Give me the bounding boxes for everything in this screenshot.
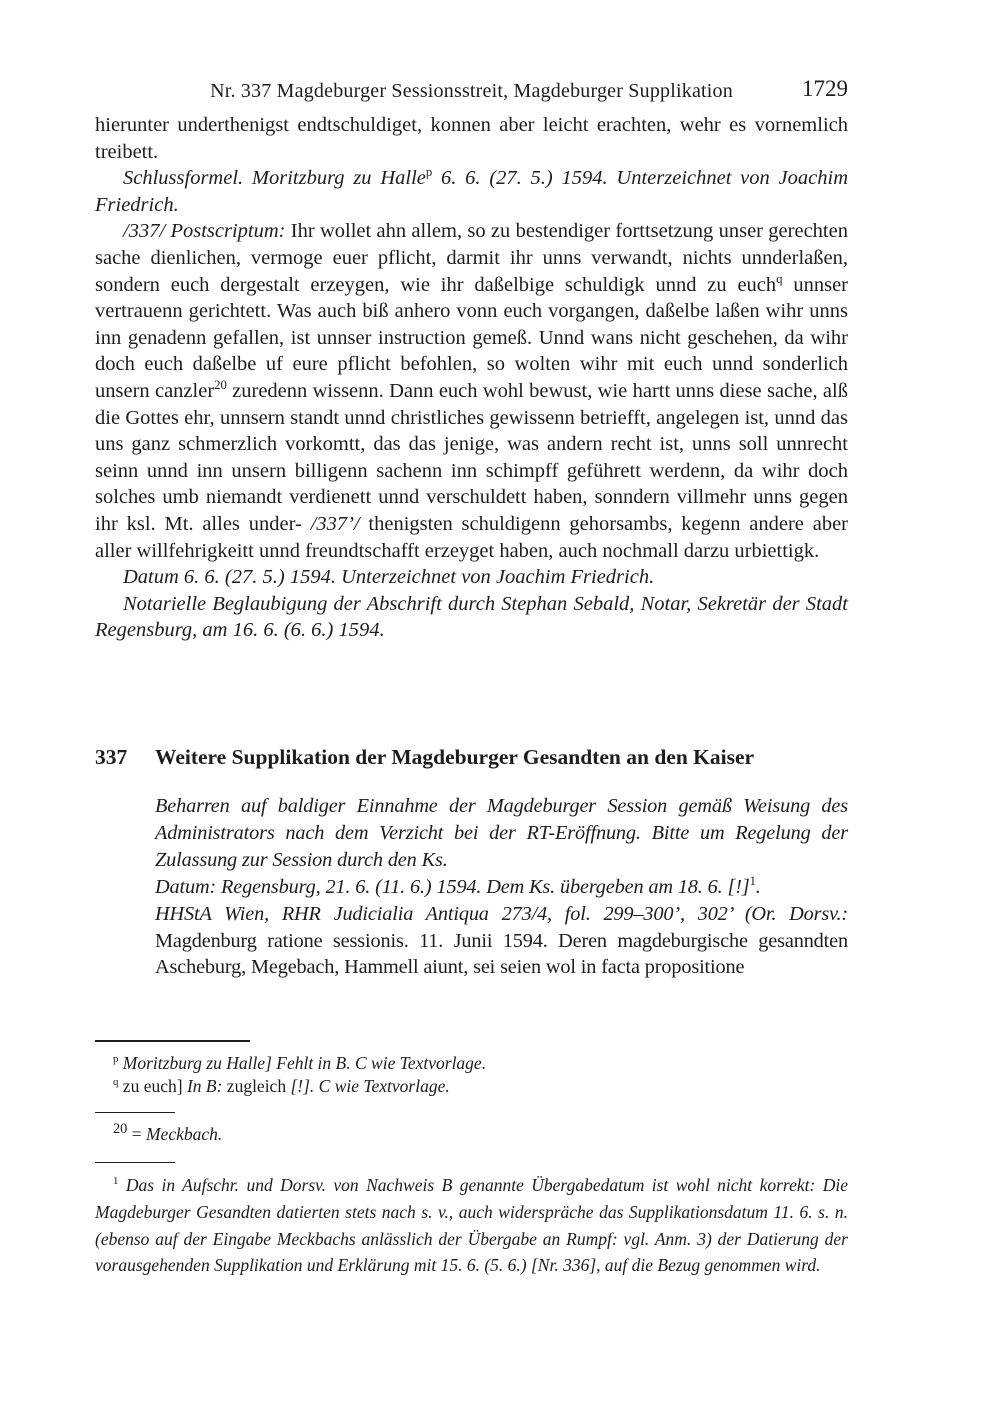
text-segment: unnser vertrauenn gerichtett. Was auch biß anhero vonn euch vorgangen, daßelbe laßen wihr unns inn genadenn gefallen, ist unnser instruction gemeß. Unnd wans nicht geschehen, da wihr doch euch daßelbe uf eure pflicht befohlen, so wolten wihr mit euch unnd sonderlich unsern canzler	[95, 273, 848, 402]
text-segment: In B:	[186, 1076, 223, 1096]
text-segment: /337/ Postscriptum:	[123, 220, 286, 243]
footnote-mark: 1	[113, 1175, 119, 1188]
paragraph-continuation	[95, 112, 848, 165]
text-segment: /337’/	[310, 512, 360, 535]
entry-337	[95, 744, 848, 981]
running-head: Nr. 337 Magdeburger Sessionsstreit, Magdeburger Supplikation	[210, 80, 733, 102]
variant-note-p	[95, 1052, 848, 1076]
text-segment: Datum: Regensburg, 21. 6. (11. 6.) 1594. Dem Ks. übergeben am 18. 6. [!]	[155, 875, 750, 898]
paragraph-postscriptum	[95, 218, 848, 564]
footnote-mark: q	[113, 1076, 119, 1089]
variant-note-q	[95, 1075, 848, 1099]
commentary-notes-separator-rule	[95, 1162, 175, 1164]
text-segment: HHStA Wien, RHR Judicialia Antiqua 273/4, fol. 299–300’, 302’ (Or. Dorsv.:	[155, 902, 848, 925]
commentary-note-1	[95, 1172, 848, 1279]
text-segment: zugleich	[222, 1076, 291, 1096]
entry-datum	[155, 874, 848, 901]
text-segment: hierunter underthenigst endtschuldiget, konnen aber leicht erachten, wehr es vornemlich treibett.	[95, 114, 848, 163]
variant-notes-separator-rule	[95, 1040, 250, 1042]
text-segment: Das in Aufschr. und Dorsv. von Nachweis B genannte Übergabedatum ist wohl nicht korrekt: Die Magdeburger Gesandten datierten stets nach s. v., auch widerspräche das Supplikationsdatum 11. 6. s. n. (ebenso auf der Eingabe Meckbachs anlässlich der Übergabe an Rumpf: vgl. Anm. 3) der Datierung der vorausgehenden Supplikation und Erklärung mit 15. 6. (5. 6.) [Nr. 336], auf die Bezug genommen wird.	[95, 1175, 848, 1276]
text-segment: Magdenburg ratione sessionis. 11. Junii 1594. Deren magdeburgische gesanndten Ascheburg, Megebach, Hammell aiunt, sei seien wol in facta propositione	[155, 929, 848, 979]
text-segment: =	[127, 1124, 146, 1144]
paragraph-beglaubigung	[95, 591, 848, 644]
footnote-mark: 1	[749, 873, 756, 888]
entry-number: 337	[95, 745, 128, 769]
main-text	[95, 112, 848, 644]
entry-title: Weitere Supplikation der Magdeburger Gesandten an den Kaiser	[155, 745, 755, 769]
entry-regest	[155, 793, 848, 874]
text-segment: .	[755, 875, 761, 898]
text-segment: [!]. C wie Textvorlage.	[290, 1076, 450, 1096]
text-segment: zuredenn wissenn. Dann euch wohl bewust, wie hartt unns diese sache, alß die Gottes ehr, unnsern standt unnd christliches gewissenn betriefft, angelegen ist, unnd das uns ganz schmerzlich vorkomtt, das das jenige, was andern recht ist, unns soll unnrecht seinn unnd inn unsern billigenn sachenn inn schimpff geführett werdenn, da wihr doch solches umb niemandt verdienett unnd verschuldett haben, sonndern villmehr unns gegen ihr ksl. Mt. alles under-	[95, 379, 848, 535]
text-note-20	[95, 1123, 848, 1147]
footnote-mark: p	[113, 1052, 119, 1065]
page-number: 1729	[802, 76, 848, 101]
paragraph-schlussformel	[95, 165, 848, 218]
footnote-mark: 20	[214, 378, 227, 393]
paragraph-datum	[95, 564, 848, 591]
text-segment: Ihr wollet ahn allem, so zu bestendiger forttsetzung unser gerechten sache dienlichen, vermoge euer pflicht, darmit ihr unns verwandt, nichts unnderlaßen, sondern euch dergestalt erzeygen, wie ihr daßelbige schuldigk unnd zu euch	[95, 220, 848, 296]
text-segment: Notarielle Beglaubigung der Abschrift durch Stephan Sebald, Notar, Sekretär der Stadt Regensburg, am 16. 6. (6. 6.) 1594.	[95, 592, 848, 642]
footnote-mark: 20	[113, 1121, 128, 1138]
text-segment: Datum 6. 6. (27. 5.) 1594. Unterzeichnet von Joachim Friedrich.	[123, 566, 655, 589]
footnote-mark: q	[776, 271, 783, 286]
text-segment: zu euch]	[118, 1076, 187, 1096]
footnote-apparatus	[95, 1040, 848, 1279]
footnote-mark: p	[425, 165, 433, 180]
text-segment: Beharren auf baldiger Einnahme der Magdeburger Session gemäß Weisung des Administrators nach dem Verzicht bei der RT-Eröffnung. Bitte um Regelung der Zulassung zur Session durch den Ks.	[155, 795, 848, 871]
text-segment: Meckbach.	[145, 1124, 223, 1144]
text-segment: Moritzburg zu Halle] Fehlt in B. C wie Textvorlage.	[118, 1052, 487, 1073]
page-header	[95, 76, 848, 110]
entry-quelle	[155, 901, 848, 982]
entry-body	[155, 793, 848, 981]
text-segment: thenigsten schuldigenn gehorsambs, kegenn andere aber aller willfehrigkeitt unnd freundtschafft erzeyget haben, auch nochmall darzu urbiettigk.	[95, 512, 849, 562]
text-segment: Schlussformel. Moritzburg zu Halle	[123, 167, 426, 190]
text-notes-separator-rule	[95, 1112, 175, 1114]
entry-heading	[95, 744, 848, 771]
text-segment: 6. 6. (27. 5.) 1594. Unterzeichnet von Joachim Friedrich.	[95, 167, 848, 216]
